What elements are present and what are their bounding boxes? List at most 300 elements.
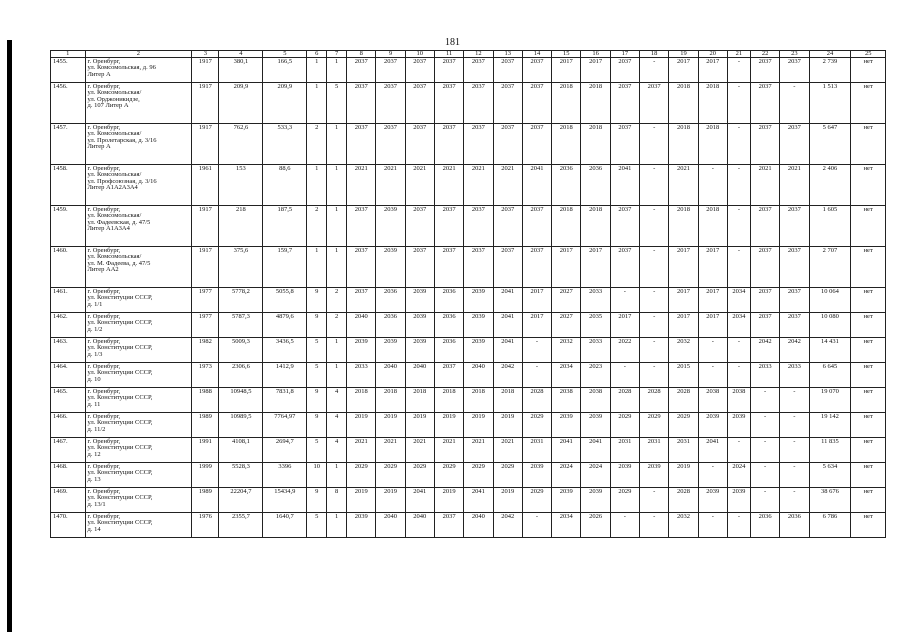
address-line: г. Оренбург, (87, 462, 121, 470)
cell-c4: 375,6 (219, 247, 263, 288)
cell-c12: 2041 (464, 488, 493, 513)
address-line: ул. Конституции СССР, (87, 519, 153, 527)
cell-c25: нет (851, 313, 886, 338)
cell-c17: 2028 (610, 388, 639, 413)
cell-c7: 2 (327, 288, 347, 313)
cell-c4: 5009,3 (219, 338, 263, 363)
cell-c23: - (780, 413, 809, 438)
cell-c14: 2017 (522, 288, 551, 313)
page-number: 181 (445, 37, 460, 48)
row-number-cell: 1456. (51, 83, 86, 124)
cell-c13: 2019 (493, 413, 522, 438)
column-header: 20 (698, 51, 727, 58)
cell-c16: 2018 (581, 124, 610, 165)
cell-c7: 1 (327, 58, 347, 83)
table-row (51, 463, 886, 488)
cell-c24: 6 645 (809, 363, 851, 388)
cell-c13: 2042 (493, 513, 522, 538)
cell-c12: 2037 (464, 206, 493, 247)
cell-c3: 1976 (192, 513, 219, 538)
cell-c18: - (640, 338, 669, 363)
cell-c5: 533,3 (263, 124, 307, 165)
cell-c12: 2039 (464, 288, 493, 313)
cell-c5: 7764,97 (263, 413, 307, 438)
cell-c10: 2039 (405, 313, 434, 338)
cell-c7: 4 (327, 438, 347, 463)
cell-c4: 2306,6 (219, 363, 263, 388)
cell-c16: 2018 (581, 83, 610, 124)
cell-c20: 2017 (698, 247, 727, 288)
cell-c22: - (750, 463, 779, 488)
cell-c7: 1 (327, 124, 347, 165)
cell-c12: 2037 (464, 58, 493, 83)
cell-c12: 2037 (464, 124, 493, 165)
register-table (50, 50, 886, 538)
address-cell (85, 513, 192, 538)
cell-c8: 2039 (347, 338, 376, 363)
cell-c18: 2039 (640, 463, 669, 488)
cell-c21: - (727, 124, 750, 165)
cell-c7: 4 (327, 413, 347, 438)
address-line: г. Оренбург, (87, 164, 121, 172)
cell-c21: 2024 (727, 463, 750, 488)
cell-c10: 2021 (405, 438, 434, 463)
cell-c14: 2039 (522, 463, 551, 488)
address-line: ул. Комсомольская, д. 96 (87, 64, 156, 72)
cell-c11: 2019 (434, 413, 463, 438)
column-number-row (51, 51, 886, 58)
cell-c23: - (780, 438, 809, 463)
cell-c20: 2017 (698, 288, 727, 313)
cell-c15: 2017 (552, 247, 581, 288)
address-line: ул. Комсомольская/ (87, 253, 142, 261)
address-line: ул. Профсоюзная, д. 3/16 (87, 177, 157, 185)
cell-c13: 2042 (493, 363, 522, 388)
cell-c22: - (750, 488, 779, 513)
cell-c11: 2036 (434, 288, 463, 313)
address-line: г. Оренбург, (87, 123, 121, 131)
cell-c15: 2017 (552, 58, 581, 83)
address-line: ул. Комсомольская/ (87, 130, 142, 138)
column-header: 22 (750, 51, 779, 58)
cell-c20: 2018 (698, 124, 727, 165)
address-line: Литер А (87, 70, 111, 78)
cell-c12: 2037 (464, 247, 493, 288)
row-number-cell: 1457. (51, 124, 86, 165)
address-cell (85, 58, 192, 83)
cell-c16: 2024 (581, 463, 610, 488)
cell-c19: 2028 (669, 488, 698, 513)
cell-c6: 9 (307, 488, 327, 513)
column-header: 23 (780, 51, 809, 58)
cell-c12: 2039 (464, 338, 493, 363)
cell-c6: 2 (307, 124, 327, 165)
address-line: д. 11/2 (87, 425, 106, 433)
cell-c23: - (780, 83, 809, 124)
cell-c3: 1917 (192, 58, 219, 83)
cell-c14: 2041 (522, 165, 551, 206)
address-cell (85, 83, 192, 124)
table-row (51, 247, 886, 288)
row-number-cell: 1463. (51, 338, 86, 363)
table-row (51, 58, 886, 83)
cell-c13: 2037 (493, 83, 522, 124)
cell-c6: 1 (307, 165, 327, 206)
cell-c13: 2021 (493, 165, 522, 206)
cell-c14: 2029 (522, 488, 551, 513)
cell-c16: 2041 (581, 438, 610, 463)
row-number-cell: 1465. (51, 388, 86, 413)
cell-c25: нет (851, 463, 886, 488)
cell-c5: 1412,9 (263, 363, 307, 388)
cell-c13: 2037 (493, 247, 522, 288)
cell-c25: нет (851, 58, 886, 83)
cell-c25: нет (851, 247, 886, 288)
cell-c6: 1 (307, 58, 327, 83)
column-header: 14 (522, 51, 551, 58)
cell-c24: 10 080 (809, 313, 851, 338)
address-line: ул. Конституции СССР, (87, 319, 153, 327)
cell-c6: 5 (307, 513, 327, 538)
cell-c23: 2037 (780, 313, 809, 338)
cell-c22: 2037 (750, 83, 779, 124)
cell-c21: - (727, 58, 750, 83)
column-header: 6 (307, 51, 327, 58)
cell-c25: нет (851, 83, 886, 124)
column-header: 15 (552, 51, 581, 58)
cell-c24: 19 142 (809, 413, 851, 438)
cell-c3: 1989 (192, 413, 219, 438)
cell-c8: 2018 (347, 388, 376, 413)
cell-c11: 2037 (434, 513, 463, 538)
cell-c8: 2037 (347, 288, 376, 313)
address-line: д. 11 (87, 400, 101, 408)
table-row (51, 513, 886, 538)
cell-c3: 1989 (192, 488, 219, 513)
column-header: 1 (51, 51, 86, 58)
cell-c13: 2041 (493, 313, 522, 338)
cell-c7: 2 (327, 313, 347, 338)
address-line: ул. Конституции СССР, (87, 469, 153, 477)
cell-c20: 2017 (698, 313, 727, 338)
cell-c16: 2036 (581, 165, 610, 206)
table-row (51, 83, 886, 124)
column-header: 12 (464, 51, 493, 58)
cell-c9: 2021 (376, 165, 405, 206)
cell-c20: 2018 (698, 206, 727, 247)
cell-c10: 2037 (405, 83, 434, 124)
cell-c7: 1 (327, 165, 347, 206)
cell-c22: - (750, 438, 779, 463)
address-line: г. Оренбург, (87, 412, 121, 420)
cell-c9: 2040 (376, 363, 405, 388)
cell-c20: - (698, 363, 727, 388)
cell-c23: 2036 (780, 513, 809, 538)
cell-c23: - (780, 388, 809, 413)
cell-c22: 2033 (750, 363, 779, 388)
cell-c8: 2021 (347, 165, 376, 206)
cell-c14: 2029 (522, 413, 551, 438)
cell-c17: 2039 (610, 463, 639, 488)
cell-c9: 2029 (376, 463, 405, 488)
cell-c21: - (727, 363, 750, 388)
cell-c24: 19 070 (809, 388, 851, 413)
cell-c24: 2 406 (809, 165, 851, 206)
cell-c18: - (640, 313, 669, 338)
row-number-cell: 1455. (51, 58, 86, 83)
column-header: 3 (192, 51, 219, 58)
cell-c18: - (640, 288, 669, 313)
cell-c14: 2037 (522, 206, 551, 247)
address-line: Литер АА2 (87, 266, 119, 274)
address-line: д. 12 (87, 450, 101, 458)
cell-c10: 2018 (405, 388, 434, 413)
cell-c12: 2019 (464, 413, 493, 438)
table-row (51, 363, 886, 388)
cell-c10: 2037 (405, 58, 434, 83)
cell-c4: 10989,5 (219, 413, 263, 438)
cell-c19: 2018 (669, 124, 698, 165)
cell-c14: - (522, 513, 551, 538)
cell-c12: 2021 (464, 165, 493, 206)
cell-c19: 2028 (669, 388, 698, 413)
address-line: ул. Конституции СССР, (87, 394, 153, 402)
cell-c24: 5 634 (809, 463, 851, 488)
column-header: 7 (327, 51, 347, 58)
cell-c15: 2032 (552, 338, 581, 363)
cell-c23: - (780, 463, 809, 488)
cell-c10: 2039 (405, 288, 434, 313)
cell-c8: 2033 (347, 363, 376, 388)
address-line: Литер А1А2А3А4 (87, 184, 138, 192)
cell-c19: 2018 (669, 83, 698, 124)
cell-c8: 2037 (347, 58, 376, 83)
cell-c22: 2037 (750, 288, 779, 313)
address-cell (85, 488, 192, 513)
cell-c15: 2038 (552, 388, 581, 413)
cell-c24: 5 647 (809, 124, 851, 165)
cell-c12: 2040 (464, 363, 493, 388)
cell-c18: - (640, 513, 669, 538)
cell-c9: 2039 (376, 206, 405, 247)
cell-c21: 2038 (727, 388, 750, 413)
cell-c15: 2027 (552, 313, 581, 338)
cell-c19: 2017 (669, 58, 698, 83)
cell-c18: - (640, 165, 669, 206)
cell-c13: 2021 (493, 438, 522, 463)
cell-c23: 2021 (780, 165, 809, 206)
cell-c20: 2038 (698, 388, 727, 413)
row-number-cell: 1469. (51, 488, 86, 513)
cell-c12: 2018 (464, 388, 493, 413)
cell-c10: 2041 (405, 488, 434, 513)
cell-c8: 2039 (347, 513, 376, 538)
cell-c10: 2029 (405, 463, 434, 488)
cell-c25: нет (851, 288, 886, 313)
cell-c5: 159,7 (263, 247, 307, 288)
cell-c9: 2036 (376, 288, 405, 313)
cell-c7: 5 (327, 83, 347, 124)
cell-c19: 2015 (669, 363, 698, 388)
cell-c15: 2039 (552, 413, 581, 438)
cell-c8: 2037 (347, 206, 376, 247)
cell-c18: 2031 (640, 438, 669, 463)
cell-c5: 187,5 (263, 206, 307, 247)
cell-c4: 5787,3 (219, 313, 263, 338)
cell-c14: 2017 (522, 313, 551, 338)
cell-c5: 3396 (263, 463, 307, 488)
cell-c7: 1 (327, 247, 347, 288)
cell-c15: 2036 (552, 165, 581, 206)
cell-c11: 2018 (434, 388, 463, 413)
cell-c12: 2039 (464, 313, 493, 338)
cell-c15: 2024 (552, 463, 581, 488)
cell-c9: 2039 (376, 247, 405, 288)
cell-c21: - (727, 513, 750, 538)
cell-c6: 5 (307, 338, 327, 363)
address-cell (85, 247, 192, 288)
cell-c18: 2028 (640, 388, 669, 413)
cell-c21: 2039 (727, 488, 750, 513)
cell-c5: 7831,8 (263, 388, 307, 413)
table-row (51, 413, 886, 438)
cell-c21: - (727, 338, 750, 363)
cell-c11: 2037 (434, 83, 463, 124)
column-header: 2 (85, 51, 192, 58)
address-cell (85, 388, 192, 413)
cell-c25: нет (851, 338, 886, 363)
cell-c10: 2040 (405, 513, 434, 538)
binding-edge-bar (7, 40, 12, 632)
cell-c8: 2040 (347, 313, 376, 338)
cell-c12: 2021 (464, 438, 493, 463)
cell-c6: 9 (307, 388, 327, 413)
cell-c15: 2034 (552, 363, 581, 388)
cell-c21: 2039 (727, 413, 750, 438)
cell-c18: - (640, 363, 669, 388)
cell-c25: нет (851, 513, 886, 538)
cell-c20: - (698, 463, 727, 488)
cell-c3: 1973 (192, 363, 219, 388)
column-header: 16 (581, 51, 610, 58)
cell-c4: 10948,5 (219, 388, 263, 413)
cell-c6: 5 (307, 438, 327, 463)
address-cell (85, 165, 192, 206)
cell-c3: 1961 (192, 165, 219, 206)
cell-c6: 2 (307, 206, 327, 247)
address-cell (85, 338, 192, 363)
table-row (51, 124, 886, 165)
cell-c25: нет (851, 438, 886, 463)
cell-c15: 2018 (552, 124, 581, 165)
cell-c19: 2032 (669, 513, 698, 538)
cell-c7: 1 (327, 513, 347, 538)
address-cell (85, 413, 192, 438)
cell-c8: 2037 (347, 83, 376, 124)
column-header: 24 (809, 51, 851, 58)
column-header: 10 (405, 51, 434, 58)
table-row (51, 206, 886, 247)
address-line: г. Оренбург, (87, 362, 121, 370)
cell-c19: 2017 (669, 313, 698, 338)
cell-c24: 2 707 (809, 247, 851, 288)
cell-c13: 2041 (493, 288, 522, 313)
cell-c6: 1 (307, 83, 327, 124)
cell-c13: 2037 (493, 206, 522, 247)
cell-c24: 11 835 (809, 438, 851, 463)
cell-c9: 2037 (376, 58, 405, 83)
cell-c21: - (727, 247, 750, 288)
cell-c3: 1917 (192, 247, 219, 288)
cell-c17: 2022 (610, 338, 639, 363)
cell-c3: 1917 (192, 206, 219, 247)
cell-c5: 3436,5 (263, 338, 307, 363)
cell-c11: 2037 (434, 58, 463, 83)
table-row (51, 165, 886, 206)
address-cell (85, 206, 192, 247)
address-cell (85, 463, 192, 488)
cell-c21: - (727, 206, 750, 247)
address-line: д. 1/2 (87, 325, 103, 333)
cell-c4: 153 (219, 165, 263, 206)
address-cell (85, 438, 192, 463)
address-line: г. Оренбург, (87, 82, 121, 90)
cell-c19: 2032 (669, 338, 698, 363)
cell-c17: - (610, 288, 639, 313)
table-row (51, 313, 886, 338)
cell-c25: нет (851, 165, 886, 206)
address-line: ул. Комсомольская/ (87, 212, 142, 220)
cell-c24: 2 739 (809, 58, 851, 83)
cell-c22: - (750, 413, 779, 438)
cell-c4: 4108,1 (219, 438, 263, 463)
cell-c14: 2037 (522, 83, 551, 124)
cell-c11: 2037 (434, 206, 463, 247)
cell-c19: 2018 (669, 206, 698, 247)
address-cell (85, 313, 192, 338)
address-line: ул. Конституции СССР, (87, 369, 153, 377)
address-line: г. Оренбург, (87, 287, 121, 295)
cell-c15: 2041 (552, 438, 581, 463)
cell-c14: 2037 (522, 124, 551, 165)
cell-c6: 9 (307, 413, 327, 438)
cell-c7: 1 (327, 363, 347, 388)
address-line: Литер А1А3А4 (87, 225, 130, 233)
cell-c18: - (640, 488, 669, 513)
cell-c5: 5055,8 (263, 288, 307, 313)
cell-c12: 2037 (464, 83, 493, 124)
row-number-cell: 1460. (51, 247, 86, 288)
cell-c9: 2019 (376, 413, 405, 438)
cell-c23: 2037 (780, 206, 809, 247)
cell-c10: 2037 (405, 247, 434, 288)
cell-c18: 2029 (640, 413, 669, 438)
cell-c7: 1 (327, 206, 347, 247)
cell-c3: 1988 (192, 388, 219, 413)
address-line: д. 13 (87, 475, 101, 483)
address-line: ул. Комсомольская/ (87, 171, 142, 179)
address-line: д. 13/1 (87, 500, 106, 508)
cell-c11: 2019 (434, 488, 463, 513)
cell-c23: 2037 (780, 58, 809, 83)
cell-c17: - (610, 513, 639, 538)
address-line: д. 14 (87, 525, 101, 533)
address-line: ул. Орджоникидзе, (87, 95, 140, 103)
cell-c25: нет (851, 206, 886, 247)
cell-c17: 2017 (610, 313, 639, 338)
column-header: 18 (640, 51, 669, 58)
cell-c19: 2021 (669, 165, 698, 206)
